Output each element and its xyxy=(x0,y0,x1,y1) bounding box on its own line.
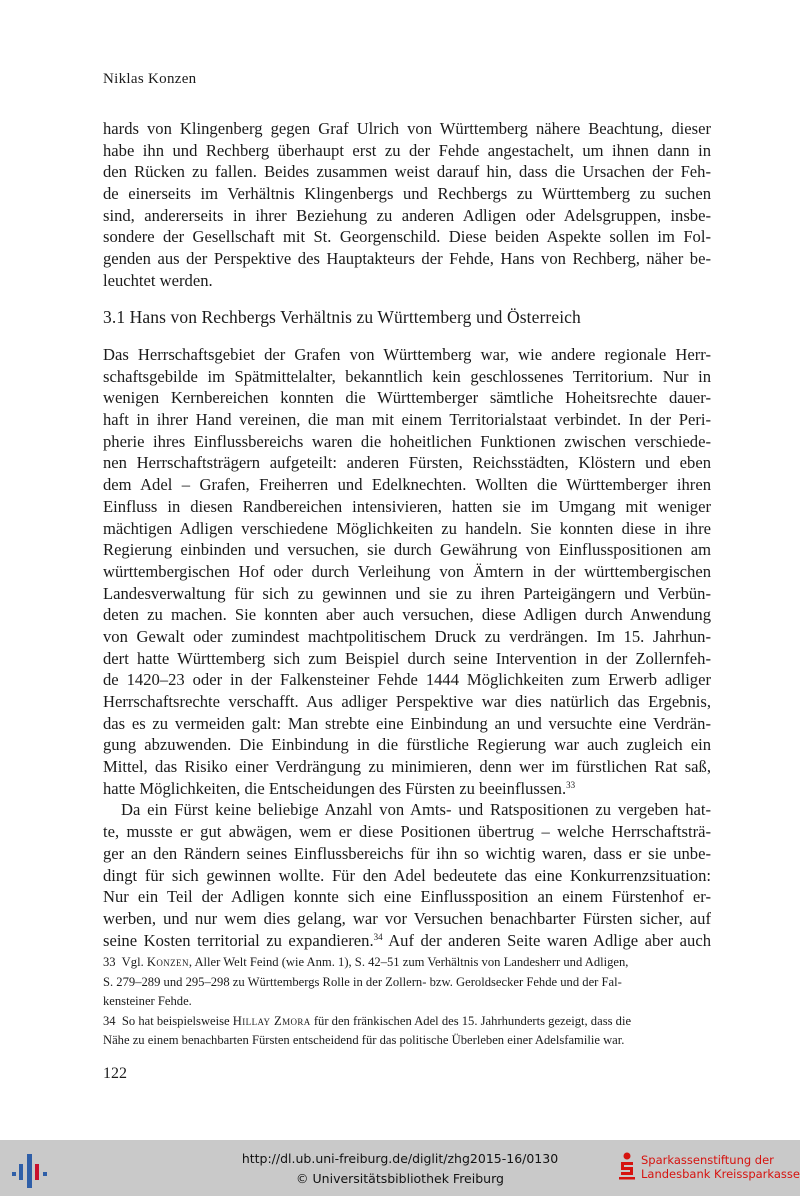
para1-line: schaftsgebilde im Spätmittelalter, bekanntlich kein geschlossenes Territorium. Nur in xyxy=(103,366,711,386)
intro-paragraph xyxy=(103,118,711,292)
sponsor-logo[interactable] xyxy=(617,1152,800,1188)
footnote-ref-34[interactable]: 34 xyxy=(373,931,383,942)
intro-line: sind, andererseits in ihrer Beziehung zu anderen Adligen oder Adelsgruppen, insbe- xyxy=(103,205,711,225)
sparkasse-logo-icon xyxy=(617,1152,637,1180)
para1-line: Regierung einbinden und versuchen, sie durch Gewährung von Einflusspositionen am xyxy=(103,540,711,560)
paragraph-1-last-line: hatte Möglichkeiten, die Entscheidungen des Fürsten zu beeinflussen.$^{33}$ xyxy=(103,778,576,798)
footnotes xyxy=(103,953,711,1051)
para1-line: das es zu vermeiden galt: Man strebte eine Einbindung an und versuchte eine Verdrän- xyxy=(103,713,711,733)
footnote-33-line-3: kensteiner Fehde. xyxy=(103,994,192,1008)
para2-line: dingt für sich gewinnen wollte. Für den Adel bedeutete das eine Konkurrenzsituation: xyxy=(103,865,711,885)
paragraph-1 xyxy=(103,344,711,778)
para2-line: Da ein Fürst keine beliebige Anzahl von Amts- und Ratspositionen zu vergeben hat- xyxy=(121,800,711,820)
body-text xyxy=(103,344,711,951)
para2-line: werben, und nur wem dies gelang, war vor Versuchen benachbarter Fürsten sicher, auf xyxy=(103,908,711,928)
section-heading: 3.1 Hans von Rechbergs Verhältnis zu Württemberg und Österreich xyxy=(103,307,581,327)
para1-line: Einfluss in diesen Randbereichen intensivieren, hatten sie im Umgang mit weniger xyxy=(103,496,711,516)
sponsor-line-2: Landesbank Kreissparkasse xyxy=(641,1167,800,1181)
intro-line: habe ihn und Rechberg überhaupt erst zu der Fehde angestachelt, um ihnen dann in xyxy=(103,140,711,160)
intro-line: leuchtet werden. xyxy=(103,270,213,290)
para1-line: deten zu machen. Sie konnten aber auch versuchen, diese Adligen durch Anwendung xyxy=(103,605,711,625)
para2-line: Nur ein Teil der Adligen konnte sich eine Einflussposition an einem Fürstenhof er- xyxy=(103,887,711,907)
para1-line: gung abzuwenden. Die Einbindung in die fürstliche Regierung war auch zugleich ein xyxy=(103,735,711,755)
para1-line: von Gewalt oder zumindest machtpolitischem Druck zu verdrängen. Im 15. Jahrhun- xyxy=(103,626,711,646)
sponsor-line-1: Sparkassenstiftung der xyxy=(641,1153,774,1167)
para1-line: mächtigen Adligen verschiedene Möglichkeiten zu handeln. Sie konnten diese in ihre xyxy=(103,518,711,538)
intro-line: hards von Klingenberg gegen Graf Ulrich von Württemberg nähere Beachtung, dieser xyxy=(103,119,711,138)
copyright-notice: © Universitätsbibliothek Freiburg xyxy=(296,1171,504,1186)
footnote-33-line-1: 33 Vgl. Konzen, Aller Welt Feind (wie Anm. 1), S. 42–51 zum Verhältnis von Landesherr und Adligen, xyxy=(103,955,629,969)
running-header-author: Niklas Konzen xyxy=(103,71,197,87)
paragraph-2-last-line: seine Kosten territorial zu expandieren.$^{34}$ Auf der anderen Seite waren Adlige aber auch xyxy=(103,930,711,950)
intro-line: genden aus der Perspektive des Hauptakteurs der Fehde, Hans von Rechberg, näher be- xyxy=(103,249,711,269)
para1-line: nen Herrschaftsträgern aufgeteilt: anderen Fürsten, Reichsstädten, Klöstern und eben xyxy=(103,453,711,473)
page-number: 122 xyxy=(103,1065,127,1082)
intro-line: den Rücken zu fallen. Beides zusammen weist darauf hin, dass die Ursachen der Feh- xyxy=(103,162,711,182)
para2-line: ger an den Rändern seines Einflussbereichs für ihn so wichtig waren, dass er sie unbe- xyxy=(103,843,711,863)
sponsor-text xyxy=(641,1153,800,1181)
viewer-footer-bar xyxy=(0,1140,800,1196)
para1-line: Landesverwaltung für sich zu gewinnen und sie zu ihren Parteigängern und Verbün- xyxy=(103,583,711,603)
para1-line: dert hatte Württemberg sich zum Beispiel durch seine Intervention in der Zollernfeh- xyxy=(103,648,711,668)
para1-line: wenigen Kernbereichen konnten die Württemberger sämtliche Hoheitsrechte dauer- xyxy=(103,388,711,408)
paragraph-2 xyxy=(103,799,711,929)
footnote-34-line-1: 34 So hat beispielsweise Hillay Zmora für den fränkischen Adel des 15. Jahrhunderts gezeigt, dass die xyxy=(103,1013,632,1028)
para1-line: Das Herrschaftsgebiet der Grafen von Württemberg war, wie andere regionale Herr- xyxy=(103,345,711,364)
para1-line: dem Adel – Grafen, Freiherren und Edelknechten. Wollten die Württemberger ihren xyxy=(103,475,711,495)
intro-line: sondere der Gesellschaft mit St. Georgenschild. Diese beiden Aspekte sollen im Fol- xyxy=(103,227,711,247)
permalink-url[interactable]: http://dl.ub.uni-freiburg.de/diglit/zhg2015-16/0130 xyxy=(241,1151,559,1166)
footnote-33-line-2: S. 279–289 und 295–298 zu Württembergs Rolle in der Zollern- bzw. Geroldsecker Fehde und der Fal- xyxy=(103,974,622,989)
footnote-34-line-2: Nähe zu einem benachbarten Fürsten entscheidend für das politische Überleben einer Adelsfamilie war. xyxy=(103,1033,625,1047)
para2-line: te, musste er gut abwägen, wem er diese Positionen übertrug – welche Herrschaftsträ- xyxy=(103,822,711,842)
intro-line: de einerseits im Verhältnis Klingenbergs und Rechbergs zu Württemberg zu suchen xyxy=(103,184,711,204)
para1-line: pherie ihres Einflussbereichs waren die hoheitlichen Funktionen zwischen verschiede- xyxy=(103,431,711,451)
para1-line: württembergischen Hof oder durch Verleihung von Ämtern in der württembergischen xyxy=(103,561,711,581)
para1-line: haft in ihrer Hand vereinen, die man mit einem Territorialstaat verbindet. In der Peri- xyxy=(103,410,711,430)
para1-line: Mittel, das Risiko einer Verdrängung zu minimieren, denn wer im fürstlichen Rat saß, xyxy=(103,757,711,777)
para1-line: Herrschaftsrechte verschafft. Aus adliger Perspektive war dies natürlich das Ergebnis, xyxy=(103,692,711,711)
para1-line: de 1420–23 oder in der Falkensteiner Fehde 1444 Möglichkeiten zum Erwerb adliger xyxy=(103,670,711,690)
footnote-ref-33[interactable]: 33 xyxy=(566,779,576,790)
